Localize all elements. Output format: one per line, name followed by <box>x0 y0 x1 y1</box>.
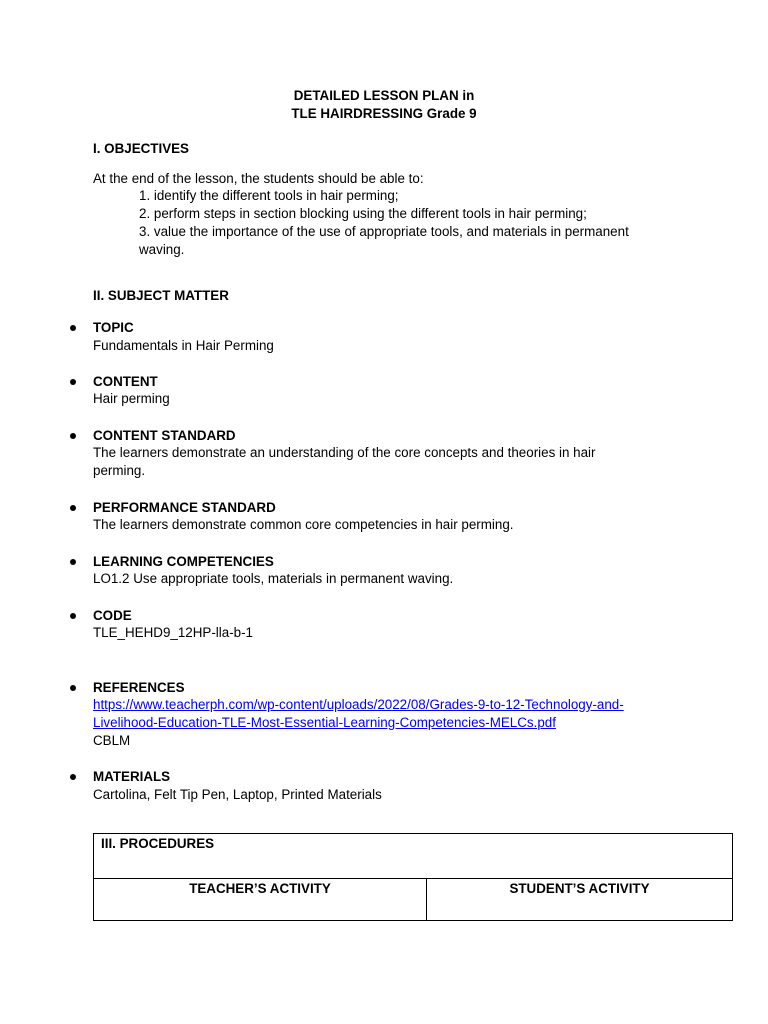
objective-item-3: 3. value the importance of the use of appropriate tools, and materials in permanent waving. <box>139 224 629 257</box>
procedures-table <box>93 833 733 921</box>
student-activity-header: STUDENT’S ACTIVITY <box>509 881 650 896</box>
references-link-line1[interactable]: https://www.teacherph.com/wp-content/uploads/2022/08/Grades-9-to-12-Technology-and- <box>93 697 624 712</box>
bullet-dot <box>70 559 76 565</box>
content-standard-value: The learners demonstrate an understanding of the core concepts and theories in hair perming. <box>93 445 596 478</box>
references-link[interactable] <box>93 696 753 731</box>
document-title-line2: TLE HAIRDRESSING Grade 9 <box>291 106 477 121</box>
document-title-line1: DETAILED LESSON PLAN in <box>293 88 475 103</box>
objectives-intro: At the end of the lesson, the students should be able to: <box>93 171 424 186</box>
bullet-dot <box>70 325 76 331</box>
code-label: CODE <box>93 608 132 623</box>
performance-standard-label: PERFORMANCE STANDARD <box>93 500 276 515</box>
bullet-dot <box>70 433 76 439</box>
procedures-heading: III. PROCEDURES <box>101 836 215 851</box>
content-value: Hair perming <box>93 391 170 406</box>
objective-item-2: 2. perform steps in section blocking using the different tools in hair perming; <box>139 206 587 221</box>
bullet-dot <box>70 379 76 385</box>
bullet-dot <box>70 774 76 780</box>
references-link-line2[interactable]: Livelihood-Education-TLE-Most-Essential-Learning-Competencies-MELCs.pdf <box>93 714 556 730</box>
teacher-activity-header: TEACHER’S ACTIVITY <box>94 879 427 920</box>
topic-label: TOPIC <box>93 320 134 335</box>
performance-standard-value: The learners demonstrate common core competencies in hair perming. <box>93 517 514 532</box>
procedures-table-header <box>94 834 732 879</box>
content-standard-label: CONTENT STANDARD <box>93 428 236 443</box>
references-other: CBLM <box>93 733 131 748</box>
references-label: REFERENCES <box>93 680 185 695</box>
objective-item-1: 1. identify the different tools in hair perming; <box>139 188 399 203</box>
learning-competencies-value: LO1.2 Use appropriate tools, materials in permanent waving. <box>93 571 454 586</box>
objectives-heading: I. OBJECTIVES <box>93 141 189 156</box>
materials-value: Cartolina, Felt Tip Pen, Laptop, Printed Materials <box>93 787 382 802</box>
subject-matter-heading: II. SUBJECT MATTER <box>93 288 229 303</box>
bullet-dot <box>70 685 76 691</box>
bullet-dot <box>70 613 76 619</box>
topic-value: Fundamentals in Hair Perming <box>93 338 274 353</box>
learning-competencies-label: LEARNING COMPETENCIES <box>93 554 274 569</box>
code-value: TLE_HEHD9_12HP-lla-b-1 <box>93 625 254 640</box>
bullet-dot <box>70 505 76 511</box>
content-label: CONTENT <box>93 374 158 389</box>
materials-label: MATERIALS <box>93 769 171 784</box>
